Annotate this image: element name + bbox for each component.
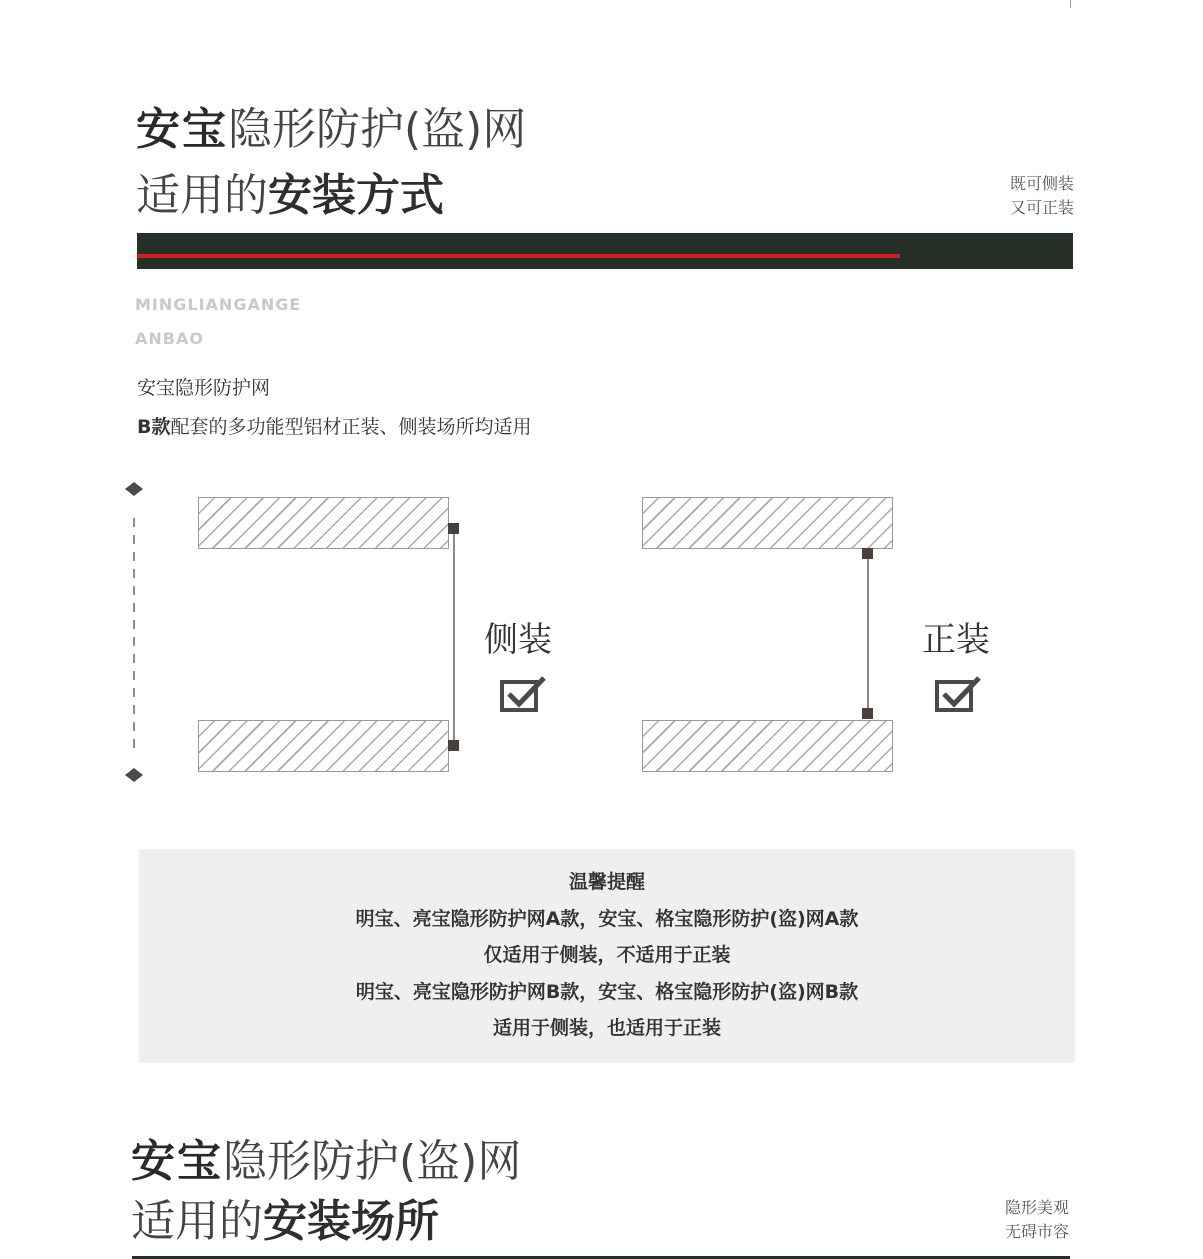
english-tag-1: MINGLIANGANGE	[135, 295, 302, 314]
side-mount-net-line	[453, 529, 455, 746]
section2-subtitle-bold: 安装场所	[263, 1196, 439, 1247]
front-mount-label: 正装	[922, 620, 990, 660]
checkbox-check-icon	[935, 676, 981, 712]
notice-title: 温馨提醒	[568, 871, 645, 893]
checkbox-check-icon	[500, 676, 546, 712]
notice-line: 适用于侧装，也适用于正装	[492, 1017, 721, 1039]
section1-title	[136, 104, 526, 156]
intro-line-1: 安宝隐形防护网	[137, 377, 271, 399]
brand-logo: 安宝	[131, 1136, 223, 1187]
brand-logo: 安宝	[136, 104, 228, 155]
side-anchor-bottom	[448, 740, 459, 751]
side-mount-label: 侧装	[484, 620, 552, 660]
section2-side-note: 隐形美观 无碍市容	[1004, 1198, 1069, 1241]
section2-subtitle: 适用的安装场所	[131, 1196, 439, 1247]
front-anchor-top	[862, 548, 873, 559]
front-mount-net-line	[867, 554, 869, 714]
section1-subtitle-bold: 安装方式	[268, 170, 444, 221]
english-tag-2: ANBAO	[135, 329, 204, 348]
intro-line-2: B款配套的多功能型铝材正装、侧装场所均适用	[137, 416, 532, 438]
section1-side-note: 既可侧装 又可正装	[1009, 174, 1074, 217]
section1-title-rest: 隐形防护(盗)网	[228, 104, 527, 155]
side-anchor-top	[448, 523, 459, 534]
wall-bottom-left	[198, 720, 449, 772]
notice-line: 仅适用于侧装，不适用于正装	[483, 944, 731, 966]
section1-subtitle: 适用的安装方式	[136, 170, 444, 221]
wall-bottom-right	[642, 720, 893, 772]
wall-top-left	[198, 497, 449, 549]
header-divider-bar	[137, 233, 1073, 269]
section2-title	[131, 1136, 521, 1188]
notice-line: 明宝、亮宝隐形防护网A款，安宝、格宝隐形防护(盗)网A款	[355, 907, 859, 930]
section2-title-rest: 隐形防护(盗)网	[223, 1136, 522, 1187]
notice-line: 明宝、亮宝隐形防护网B款，安宝、格宝隐形防护(盗)网B款	[355, 980, 859, 1003]
top-tick	[1070, 0, 1071, 8]
dimension-marker	[122, 480, 146, 784]
front-anchor-bottom	[862, 708, 873, 719]
notice-box	[139, 849, 1075, 1063]
accent-red-line	[137, 254, 900, 258]
wall-top-right	[642, 497, 893, 549]
